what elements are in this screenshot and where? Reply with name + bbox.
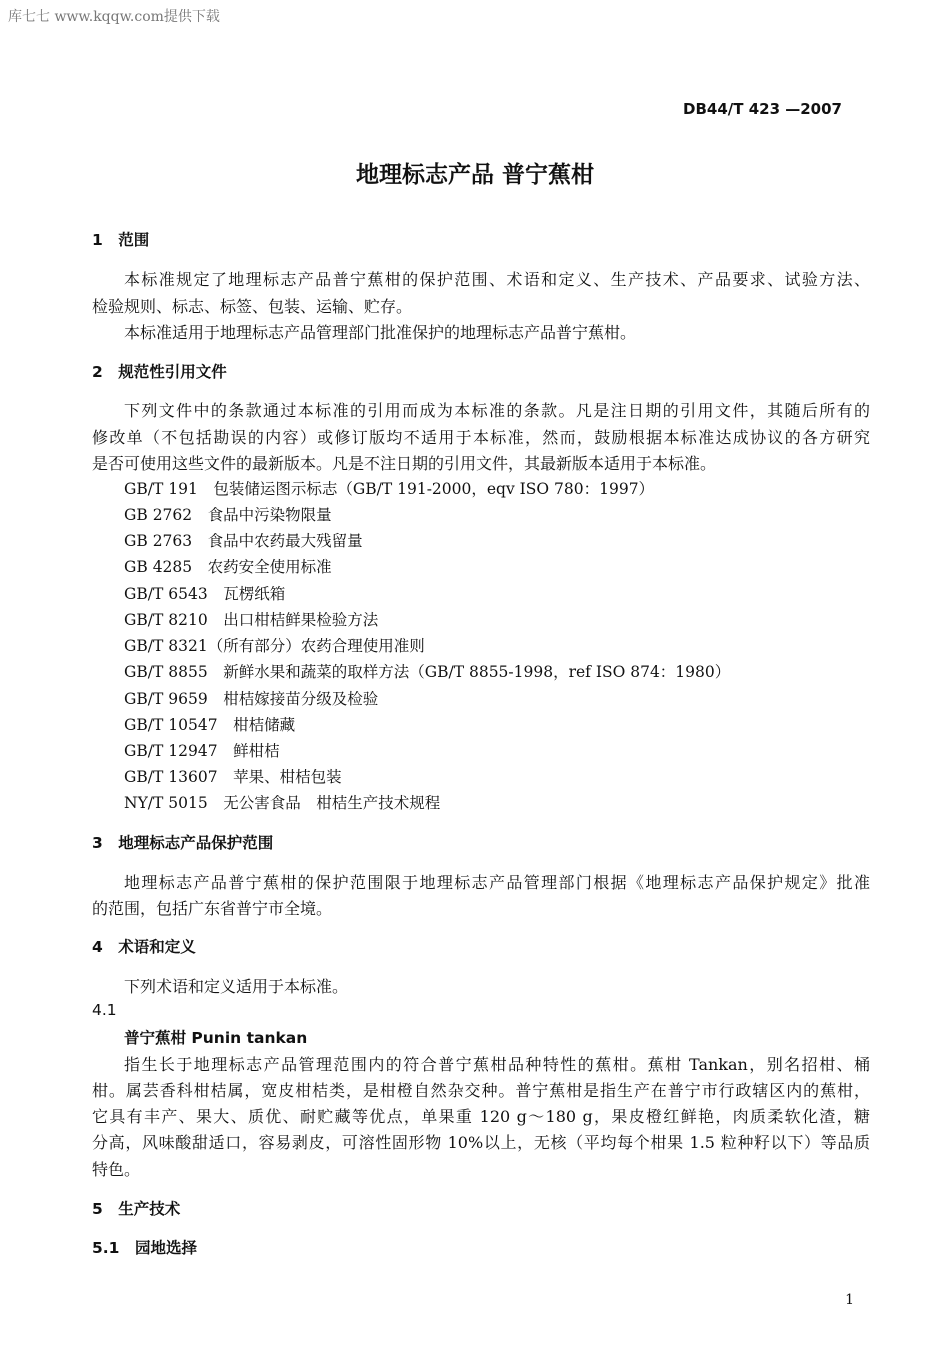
paragraph-line: 下列术语和定义适用于本标准。: [124, 977, 349, 996]
reference-item: NY/T 5015 无公害食品 柑桔生产技术规程: [124, 794, 441, 812]
reference-item: GB/T 8855 新鲜水果和蔬菜的取样方法（GB/T 8855-1998，ref ISO 874：1980）: [124, 663, 731, 681]
page-title: 地理标志产品 普宁蕉柑: [355, 162, 594, 188]
paragraph-line: 下列文件中的条款通过本标准的引用而成为本标准的条款。凡是注日期的引用文件，其随后所有的: [124, 401, 870, 420]
paragraph-line: 指生长于地理标志产品管理范围内的符合普宁蕉柑品种特性的蕉柑。蕉柑 Tankan，别名招柑、桶: [124, 1055, 870, 1074]
paragraph-line: 本标准规定了地理标志产品普宁蕉柑的保护范围、术语和定义、生产技术、产品要求、试验方法、: [124, 270, 870, 289]
section-heading-production: 5 生产技术: [92, 1200, 181, 1218]
paragraph-line: 柑。属芸香科柑桔属，宽皮柑桔类，是柑橙自然杂交种。普宁蕉柑是指生产在普宁市行政辖区内的蕉柑，: [92, 1081, 870, 1100]
paragraph-line: 的范围，包括广东省普宁市全境。: [92, 899, 333, 918]
paragraph-line: 分高，风味酸甜适口，容易剥皮，可溶性固形物 10%以上，无核（平均每个柑果 1.5 粒种籽以下）等品质: [92, 1133, 870, 1152]
paragraph-line: 检验规则、标志、标签、包装、运输、贮存。: [92, 297, 413, 316]
subsection-heading-site-selection: 5.1 园地选择: [92, 1239, 197, 1257]
section-heading-terms: 4 术语和定义: [92, 938, 196, 956]
paragraph-line: 是否可使用这些文件的最新版本。凡是不注日期的引用文件，其最新版本适用于本标准。: [92, 454, 717, 473]
subsection-number: 4.1: [92, 1001, 117, 1019]
paragraph-line: 本标准适用于地理标志产品管理部门批准保护的地理标志产品普宁蕉柑。: [124, 323, 637, 342]
reference-item: GB/T 9659 柑桔嫁接苗分级及检验: [124, 690, 379, 708]
reference-item: GB/T 8321（所有部分）农药合理使用准则: [124, 637, 425, 655]
reference-item: GB 4285 农药安全使用标准: [124, 558, 332, 576]
reference-item: GB/T 191 包装储运图示标志（GB/T 191-2000，eqv ISO 780：1997）: [124, 480, 655, 498]
section-heading-normative-references: 2 规范性引用文件: [92, 363, 227, 381]
paragraph-line: 地理标志产品普宁蕉柑的保护范围限于地理标志产品管理部门根据《地理标志产品保护规定》批准: [124, 873, 870, 892]
watermark-text: 库七七 www.kqqw.com提供下载: [8, 9, 220, 25]
paragraph-line: 它具有丰产、果大、质优、耐贮藏等优点，单果重 120 g～180 g，果皮橙红鲜艳，肉质柔软化渣，糖: [92, 1107, 870, 1126]
reference-item: GB/T 6543 瓦楞纸箱: [124, 585, 286, 603]
section-heading-scope: 1 范围: [92, 231, 150, 249]
section-heading-protection-scope: 3 地理标志产品保护范围: [92, 834, 274, 852]
reference-item: GB 2763 食品中农药最大残留量: [124, 532, 363, 550]
paragraph-line: 特色。: [92, 1160, 141, 1179]
reference-item: GB/T 13607 苹果、柑桔包装: [124, 768, 342, 786]
reference-item: GB/T 8210 出口柑桔鲜果检验方法: [124, 611, 379, 629]
reference-item: GB/T 10547 柑桔储藏: [124, 716, 296, 734]
term-heading: 普宁蕉柑 Punin tankan: [124, 1029, 308, 1047]
page-number: 1: [845, 1292, 854, 1308]
reference-item: GB 2762 食品中污染物限量: [124, 506, 332, 524]
paragraph-line: 修改单（不包括勘误的内容）或修订版均不适用于本标准，然而，鼓励根据本标准达成协议的各方研究: [92, 428, 870, 447]
reference-item: GB/T 12947 鲜柑桔: [124, 742, 280, 760]
standard-code: DB44/T 423 —2007: [683, 100, 842, 118]
